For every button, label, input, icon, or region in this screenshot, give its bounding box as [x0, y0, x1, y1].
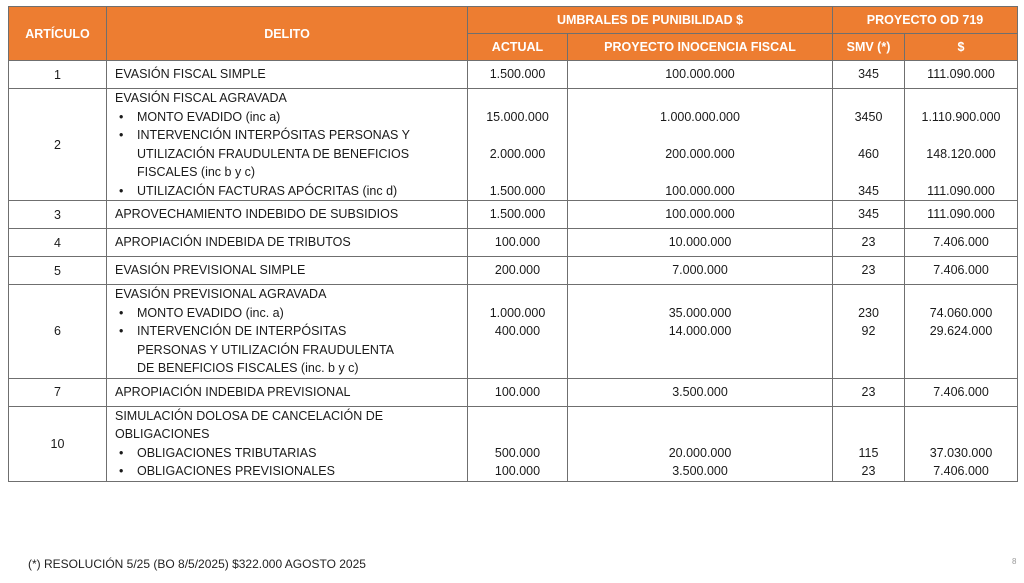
delito-line — [115, 444, 461, 463]
pesos-cell — [905, 61, 1018, 89]
proyecto-value — [574, 285, 826, 304]
table-row — [9, 406, 1018, 481]
table-row — [9, 378, 1018, 406]
proyecto-value — [574, 341, 826, 360]
actual-value — [474, 89, 561, 108]
table-row — [9, 89, 1018, 201]
actual-value — [474, 163, 561, 182]
delito-line — [115, 379, 461, 406]
page-number: 8 — [1012, 557, 1017, 566]
bullet-icon: • — [119, 445, 124, 460]
proyecto-value: 3.500.000 — [672, 464, 728, 478]
delito-line — [115, 341, 461, 360]
delito-item-text: FISCALES (inc b y c) — [137, 165, 256, 179]
delito-cell — [107, 257, 468, 285]
delito-line — [115, 304, 461, 323]
smv-cell — [833, 285, 905, 379]
delito-title: EVASIÓN FISCAL SIMPLE — [115, 67, 266, 81]
smv-value: 115 — [858, 445, 879, 460]
pesos-cell — [905, 229, 1018, 257]
smv-value: 345 — [858, 67, 879, 81]
delito-item-text: UTILIZACIÓN FACTURAS APÓCRITAS (inc d) — [137, 183, 398, 198]
bullet-icon: • — [119, 109, 124, 124]
pesos-value — [911, 407, 1011, 426]
proyecto-value — [574, 163, 826, 182]
delito-line — [115, 407, 461, 426]
proyecto-cell — [568, 285, 833, 379]
actual-value — [474, 407, 561, 426]
articulo-cell: 4 — [9, 229, 107, 257]
bullet-icon: • — [119, 464, 124, 478]
actual-cell — [468, 378, 568, 406]
table-row — [9, 229, 1018, 257]
proyecto-value — [574, 407, 826, 426]
actual-value: 1.500.000 — [489, 207, 546, 221]
header-umbrales: UMBRALES DE PUNIBILIDAD $ — [468, 7, 833, 34]
smv-value: 23 — [861, 384, 876, 399]
proyecto-cell — [568, 201, 833, 229]
table-row — [9, 285, 1018, 379]
pesos-value: 37.030.000 — [929, 445, 993, 460]
smv-value: 345 — [858, 207, 879, 221]
proyecto-cell — [568, 257, 833, 285]
proyecto-value: 100.000.000 — [665, 207, 735, 221]
table-row — [9, 257, 1018, 285]
articulo-cell: 2 — [9, 89, 107, 201]
pesos-value — [911, 126, 1011, 145]
delito-cell — [107, 285, 468, 379]
delito-cell — [107, 406, 468, 481]
smv-value: 230 — [858, 305, 879, 320]
punibilidad-table — [8, 6, 1018, 482]
delito-line — [115, 108, 461, 127]
smv-cell — [833, 257, 905, 285]
delito-cell — [107, 89, 468, 201]
pesos-value — [911, 163, 1011, 182]
delito-item-text: MONTO EVADIDO (inc. a) — [137, 305, 284, 320]
articulo-cell: 6 — [9, 285, 107, 379]
pesos-value: 1.110.900.000 — [921, 109, 1001, 124]
proyecto-value: 20.000.000 — [668, 445, 732, 460]
proyecto-value — [574, 89, 826, 108]
actual-value — [474, 359, 561, 378]
actual-value: 15.000.000 — [486, 109, 549, 124]
delito-cell — [107, 61, 468, 89]
articulo-cell: 7 — [9, 378, 107, 406]
table-body — [9, 61, 1018, 482]
actual-value: 1.000.000 — [489, 305, 546, 320]
smv-value: 460 — [858, 146, 879, 161]
delito-item-text: INTERVENCIÓN DE INTERPÓSITAS — [137, 324, 347, 338]
actual-cell — [468, 61, 568, 89]
actual-value: 1.500.000 — [489, 67, 546, 81]
smv-value: 23 — [861, 464, 876, 478]
smv-value — [839, 126, 898, 145]
delito-line — [115, 257, 461, 284]
pesos-value: 111.090.000 — [927, 67, 995, 81]
pesos-value: 7.406.000 — [933, 464, 989, 478]
smv-value: 23 — [861, 263, 876, 277]
delito-title: SIMULACIÓN DOLOSA DE CANCELACIÓN DE — [115, 408, 384, 423]
delito-item-text: MONTO EVADIDO (inc a) — [137, 109, 281, 124]
delito-line — [115, 61, 461, 88]
actual-cell — [468, 406, 568, 481]
delito-line — [115, 201, 461, 228]
delito-cell — [107, 201, 468, 229]
proyecto-value: 35.000.000 — [668, 305, 732, 320]
pesos-value: 111.090.000 — [927, 207, 995, 221]
smv-value — [839, 425, 898, 444]
delito-line — [115, 229, 461, 256]
table-row — [9, 61, 1018, 89]
proyecto-value: 14.000.000 — [668, 324, 732, 338]
smv-value — [839, 359, 898, 378]
actual-cell — [468, 201, 568, 229]
articulo-cell: 1 — [9, 61, 107, 89]
actual-value — [474, 425, 561, 444]
delito-item-text: UTILIZACIÓN FRAUDULENTA DE BENEFICIOS — [137, 146, 410, 161]
articulo-cell: 10 — [9, 406, 107, 481]
smv-value: 3450 — [854, 109, 883, 124]
actual-value: 400.000 — [494, 324, 541, 338]
actual-value — [474, 285, 561, 304]
articulo-cell: 3 — [9, 201, 107, 229]
actual-value: 200.000 — [494, 263, 541, 277]
header-proyecto-inocencia: PROYECTO INOCENCIA FISCAL — [568, 34, 833, 61]
smv-value: 345 — [858, 183, 879, 198]
delito-line — [115, 359, 461, 378]
pesos-value — [911, 341, 1011, 360]
smv-value — [839, 341, 898, 360]
proyecto-value — [574, 126, 826, 145]
delito-item-text: DE BENEFICIOS FISCALES (inc. b y c) — [137, 361, 359, 375]
proyecto-value: 7.000.000 — [672, 263, 728, 277]
delito-item-text: OBLIGACIONES — [115, 427, 210, 441]
proyecto-value: 100.000.000 — [665, 183, 735, 198]
smv-cell — [833, 378, 905, 406]
proyecto-cell — [568, 229, 833, 257]
pesos-cell — [905, 406, 1018, 481]
pesos-value: 148.120.000 — [926, 146, 996, 161]
delito-title: EVASIÓN FISCAL AGRAVADA — [115, 91, 287, 105]
proyecto-cell — [568, 378, 833, 406]
pesos-value: 7.406.000 — [933, 384, 989, 399]
proyecto-value: 3.500.000 — [672, 384, 728, 399]
header-delito: DELITO — [107, 7, 468, 61]
delito-line — [115, 145, 461, 164]
bullet-icon: • — [119, 128, 124, 142]
actual-value: 100.000 — [494, 235, 541, 249]
delito-line — [115, 89, 461, 108]
pesos-cell — [905, 285, 1018, 379]
delito-line — [115, 126, 461, 145]
table-row — [9, 201, 1018, 229]
proyecto-value: 200.000.000 — [665, 146, 735, 161]
smv-value — [839, 407, 898, 426]
proyecto-cell — [568, 61, 833, 89]
proyecto-value: 1.000.000.000 — [660, 109, 740, 124]
actual-cell — [468, 285, 568, 379]
delito-title: APROPIACIÓN INDEBIDA PREVISIONAL — [115, 384, 351, 399]
delito-line — [115, 425, 461, 444]
proyecto-cell — [568, 406, 833, 481]
actual-value — [474, 126, 561, 145]
header-articulo: ARTÍCULO — [9, 7, 107, 61]
header-smv: SMV (*) — [833, 34, 905, 61]
delito-title: EVASIÓN PREVISIONAL AGRAVADA — [115, 287, 327, 301]
delito-item-text: INTERVENCIÓN INTERPÓSITAS PERSONAS Y — [137, 128, 410, 142]
articulo-cell: 5 — [9, 257, 107, 285]
pesos-value — [911, 89, 1011, 108]
smv-value — [839, 89, 898, 108]
pesos-value: 74.060.000 — [929, 305, 993, 320]
header-actual: ACTUAL — [468, 34, 568, 61]
delito-title: APROPIACIÓN INDEBIDA DE TRIBUTOS — [115, 235, 351, 249]
proyecto-value — [574, 425, 826, 444]
actual-cell — [468, 257, 568, 285]
delito-item-text: OBLIGACIONES PREVISIONALES — [137, 464, 335, 478]
pesos-value — [911, 285, 1011, 304]
pesos-cell — [905, 89, 1018, 201]
smv-cell — [833, 201, 905, 229]
proyecto-value — [574, 359, 826, 378]
actual-value: 500.000 — [494, 445, 541, 460]
pesos-value: 29.624.000 — [929, 324, 993, 338]
smv-cell — [833, 89, 905, 201]
actual-value — [474, 341, 561, 360]
smv-value: 23 — [861, 235, 876, 249]
header-proyecto-od: PROYECTO OD 719 — [833, 7, 1018, 34]
pesos-cell — [905, 201, 1018, 229]
pesos-value — [911, 425, 1011, 444]
pesos-cell — [905, 257, 1018, 285]
actual-value: 100.000 — [494, 384, 541, 399]
pesos-value: 7.406.000 — [933, 235, 989, 249]
pesos-value: 111.090.000 — [927, 183, 995, 198]
footnote: (*) RESOLUCIÓN 5/25 (BO 8/5/2025) $322.000 AGOSTO 2025 — [28, 557, 366, 571]
delito-item-text: PERSONAS Y UTILIZACIÓN FRAUDULENTA — [137, 342, 394, 357]
delito-item-text: OBLIGACIONES TRIBUTARIAS — [137, 445, 317, 460]
delito-cell — [107, 229, 468, 257]
delito-line — [115, 182, 461, 201]
proyecto-value: 100.000.000 — [665, 67, 735, 81]
delito-line — [115, 462, 461, 481]
smv-value — [839, 285, 898, 304]
smv-value: 92 — [861, 324, 876, 338]
bullet-icon: • — [119, 305, 124, 320]
actual-value: 1.500.000 — [489, 183, 546, 198]
delito-title: EVASIÓN PREVISIONAL SIMPLE — [115, 263, 306, 277]
header-pesos: $ — [905, 34, 1018, 61]
delito-line — [115, 285, 461, 304]
delito-line — [115, 163, 461, 182]
bullet-icon: • — [119, 324, 124, 338]
pesos-value — [911, 359, 1011, 378]
actual-value: 100.000 — [494, 464, 541, 478]
pesos-value: 7.406.000 — [933, 263, 989, 277]
actual-value: 2.000.000 — [489, 146, 546, 161]
proyecto-cell — [568, 89, 833, 201]
pesos-cell — [905, 378, 1018, 406]
delito-cell — [107, 378, 468, 406]
delito-title: APROVECHAMIENTO INDEBIDO DE SUBSIDIOS — [115, 207, 399, 221]
proyecto-value: 10.000.000 — [668, 235, 732, 249]
smv-value — [839, 163, 898, 182]
smv-cell — [833, 229, 905, 257]
actual-cell — [468, 229, 568, 257]
actual-cell — [468, 89, 568, 201]
smv-cell — [833, 61, 905, 89]
smv-cell — [833, 406, 905, 481]
bullet-icon: • — [119, 183, 124, 198]
delito-line — [115, 322, 461, 341]
